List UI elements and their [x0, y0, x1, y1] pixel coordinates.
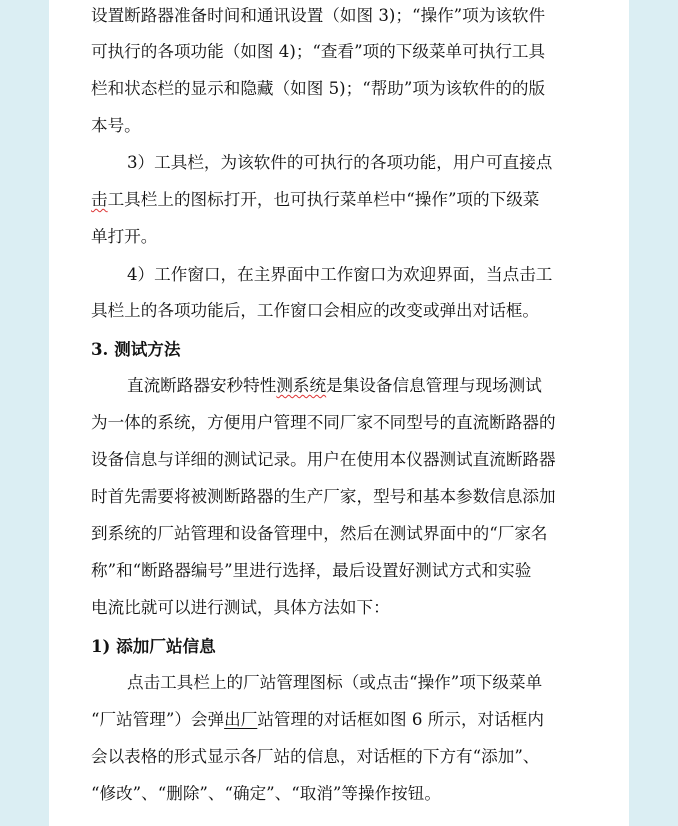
- paragraph-5-line-2: [91, 707, 591, 733]
- paragraph-2-line-1: 3）工具栏，为该软件的可执行的各项功能，用户可直接点: [127, 153, 553, 172]
- paragraph-2-line-2: [91, 187, 591, 213]
- paragraph-1-line-1: 设置断路器准备时间和通讯设置（如图 3)；“操作”项为该软件: [91, 6, 546, 25]
- paragraph-4-line-7: 电流比就可以进行测试，具体方法如下：: [91, 598, 390, 617]
- paragraph-5-line-2-c: 站管理的对话框如图 6 所示，对话框内: [257, 710, 544, 729]
- underlined-text: 出厂: [224, 710, 258, 729]
- paragraph-5-line-3: 会以表格的形式显示各厂站的信息，对话框的下方有“添加”、: [91, 747, 540, 766]
- paragraph-4-line-6: 称”和“断路器编号”里进行选择，最后设置好测试方式和实验: [91, 561, 532, 580]
- document-page: [49, 0, 629, 826]
- paragraph-4-line-3: 设备信息与详细的测试记录。用户在使用本仪器测试直流断路器: [91, 450, 556, 469]
- subsection-1-heading: 1) 添加厂站信息: [91, 636, 216, 656]
- paragraph-2-line-2-text: 工具栏上的图标打开，也可执行菜单栏中“操作”项的下级菜: [107, 190, 540, 209]
- section-3-heading: 3. 测试方法: [91, 339, 181, 359]
- paragraph-3-line-1: 4）工作窗口，在主界面中工作窗口为欢迎界面，当点击工: [127, 265, 553, 284]
- paragraph-4-line-5: 到系统的厂站管理和设备管理中，然后在测试界面中的“厂家名: [91, 524, 548, 543]
- paragraph-4-line-1-a: 直流断路器安秒特性: [127, 376, 277, 395]
- paragraph-1-line-4: 本号。: [91, 116, 141, 135]
- paragraph-4-line-1: [127, 373, 591, 399]
- paragraph-3-line-2: 具栏上的各项功能后，工作窗口会相应的改变或弹出对话框。: [91, 301, 540, 320]
- paragraph-5-line-2-a: “厂站管理”）会弹: [91, 710, 225, 729]
- paragraph-2-line-3: 单打开。: [91, 227, 158, 246]
- paragraph-4-line-1-c: 是集设备信息管理与现场测试: [326, 376, 542, 395]
- spellcheck-flag: 测系统: [276, 376, 327, 395]
- paragraph-1-line-2: 可执行的各项功能（如图 4)；“查看”项的下级菜单可执行工具: [91, 42, 546, 61]
- paragraph-4-line-4: 时首先需要将被测断路器的生产厂家，型号和基本参数信息添加: [91, 487, 556, 506]
- paragraph-4-line-2: 为一体的系统，方便用户管理不同厂家不同型号的直流断路器的: [91, 413, 556, 432]
- paragraph-5-line-1: 点击工具栏上的厂站管理图标（或点击“操作”项下级菜单: [127, 673, 543, 692]
- paragraph-1-line-3: 栏和状态栏的显示和隐藏（如图 5)；“帮助”项为该软件的的版: [91, 79, 546, 98]
- spellcheck-flag: 击: [91, 190, 108, 209]
- paragraph-5-line-4: “修改”、“删除”、“确定”、“取消”等操作按钮。: [91, 784, 441, 803]
